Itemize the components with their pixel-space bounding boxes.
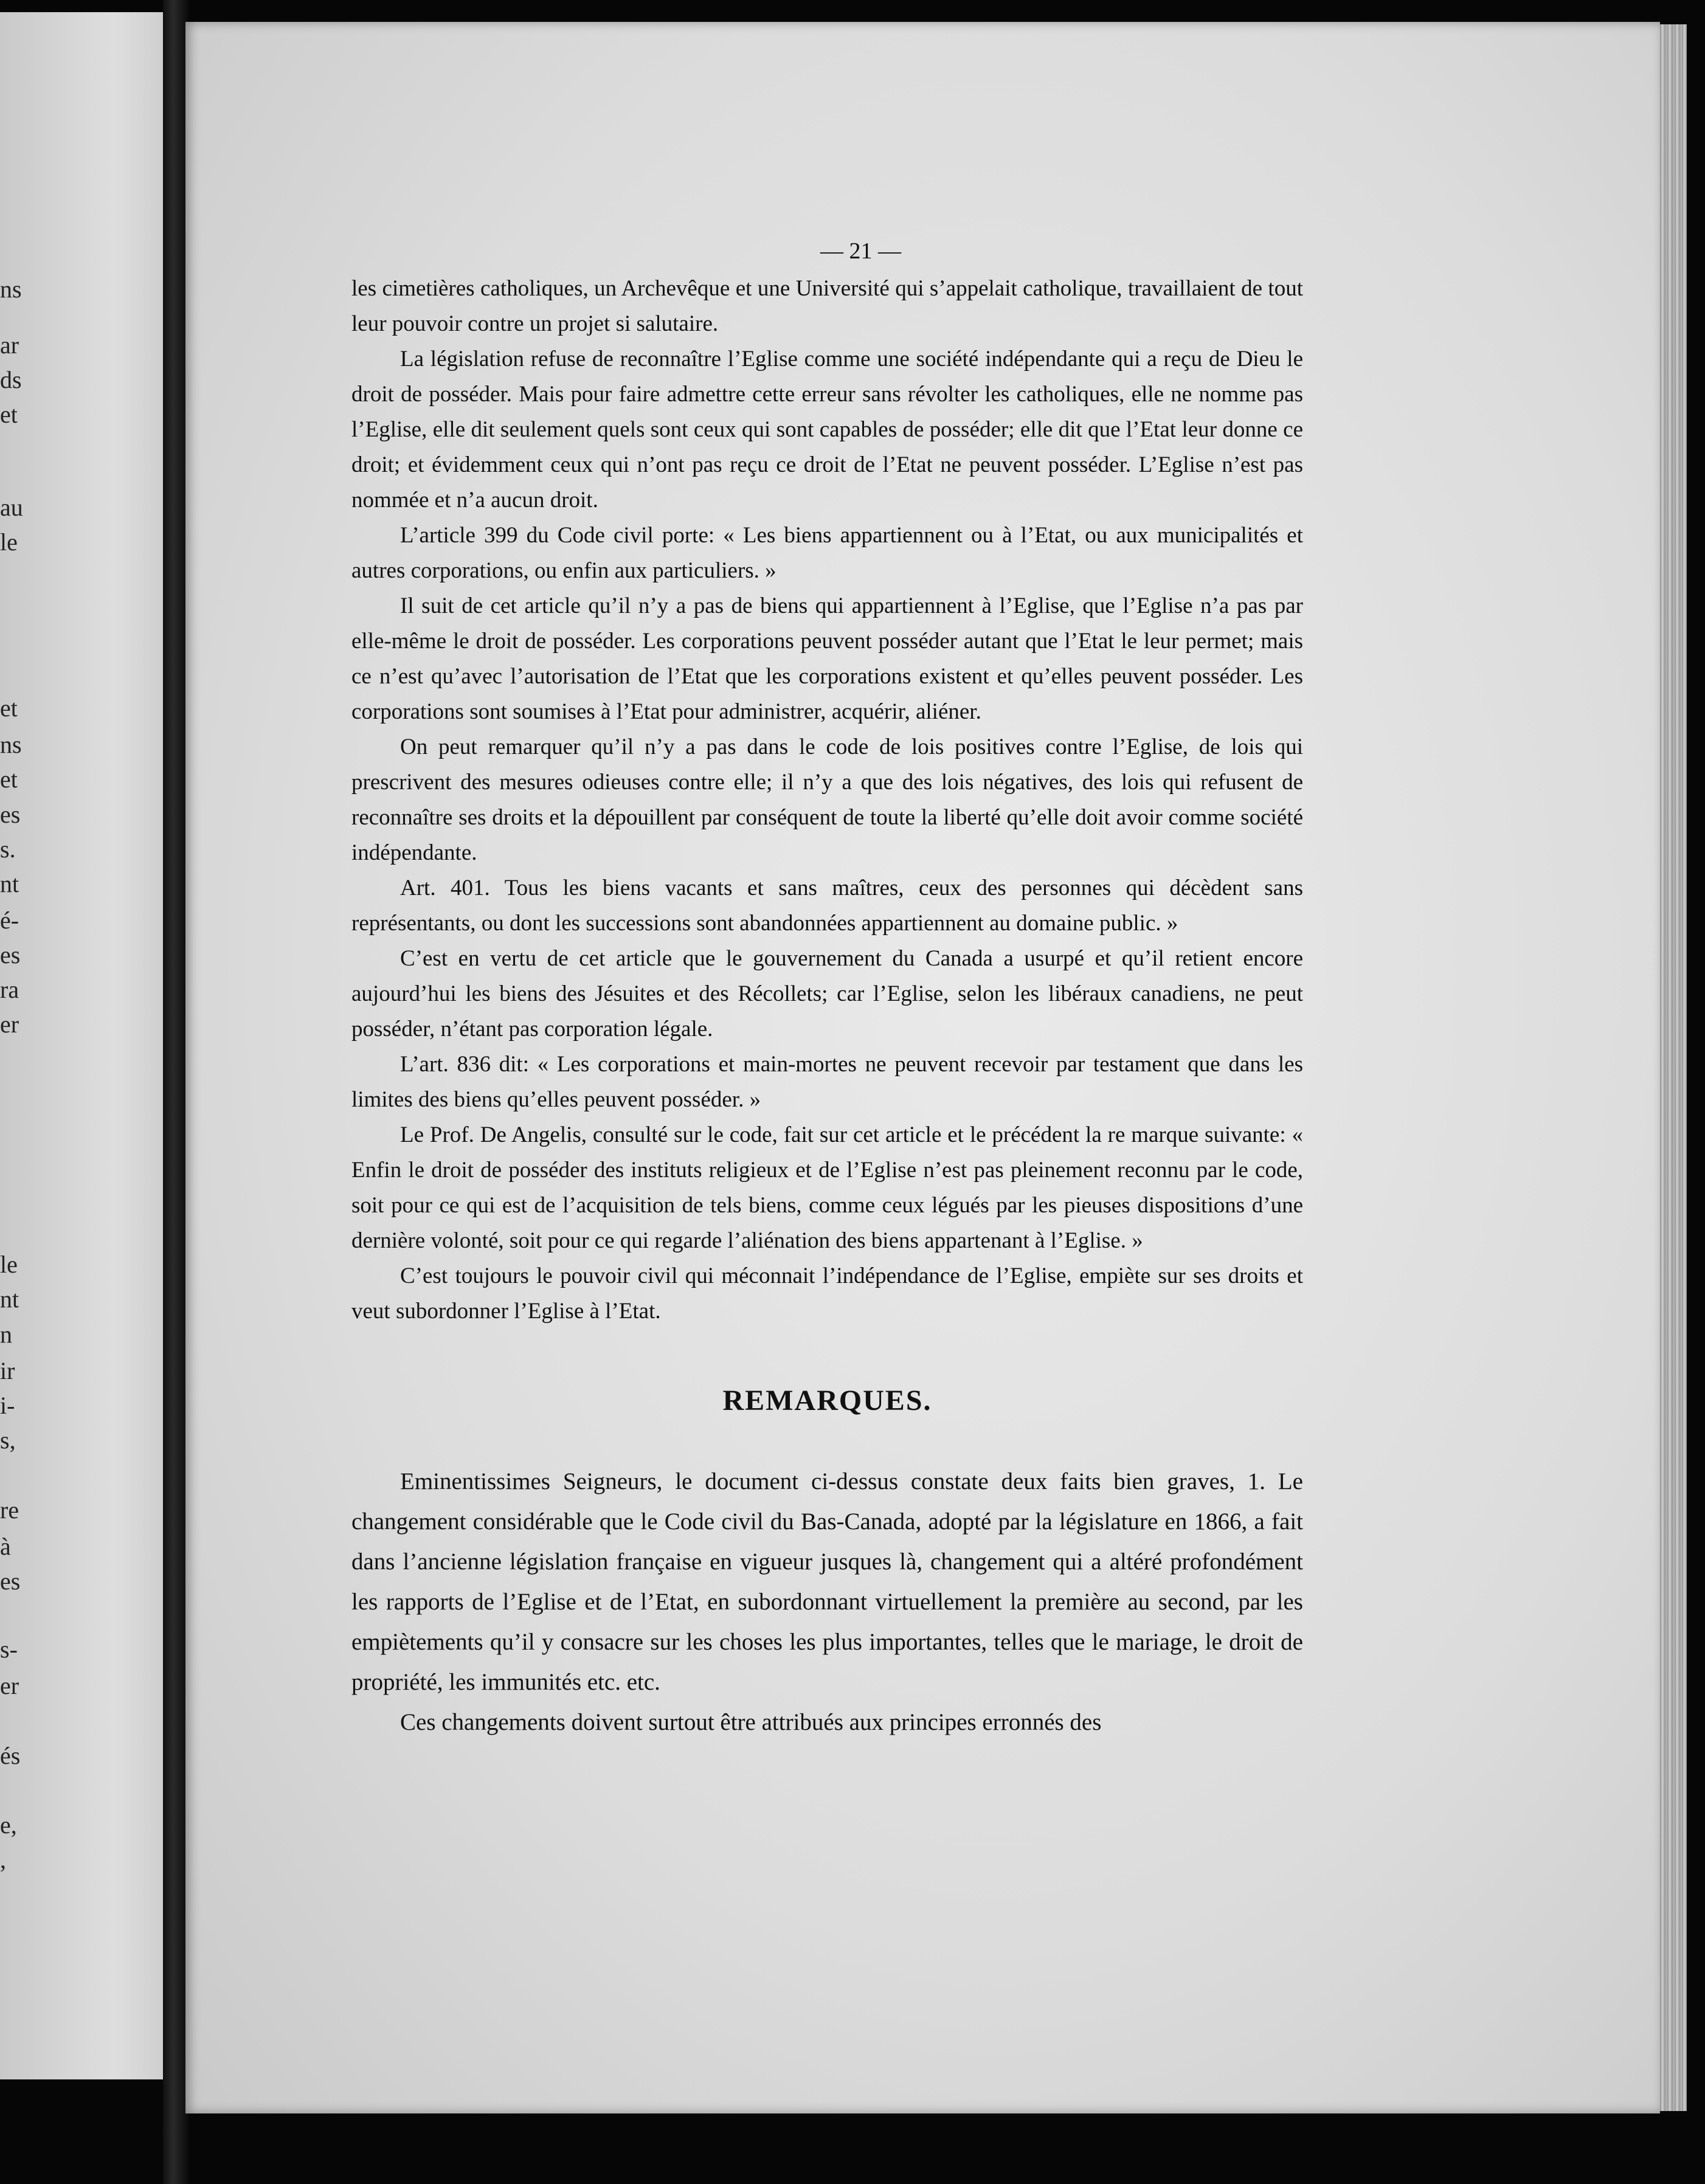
left-page-fragment: es xyxy=(0,801,21,828)
paragraph: L’art. 836 dit: « Les corporations et main-mortes ne peuvent recevoir par testament que dans les limites des biens qu’elles peuvent posséder. » xyxy=(351,1052,1303,1112)
left-page-fragment: et xyxy=(0,765,18,793)
left-page-fragment: nt xyxy=(0,870,19,897)
left-page-fragment: ra xyxy=(0,976,19,1003)
left-page-fragment: au xyxy=(0,494,23,521)
left-page-fragment: e, xyxy=(0,1811,17,1839)
section-heading: REMARQUES. xyxy=(722,1384,932,1417)
left-page-fragment: nt xyxy=(0,1285,19,1313)
left-page-fragment: er xyxy=(0,1672,19,1699)
left-page-fragment: er xyxy=(0,1011,19,1038)
paragraph: L’article 399 du Code civil porte: « Les biens appartiennent ou à l’Etat, ou aux municipalités et autres corporations, ou enfin aux particuliers. » xyxy=(351,523,1303,583)
left-page-fragment: é- xyxy=(0,907,19,934)
page-edges xyxy=(1660,24,1687,2111)
book-gutter xyxy=(163,0,188,2184)
paragraph: Ces changements doivent surtout être attribués aux principes erronnés des xyxy=(400,1709,1102,1735)
left-page-edge xyxy=(0,12,163,2079)
paragraph: Art. 401. Tous les biens vacants et sans maîtres, ceux des personnes qui décèdent sans représentants, ou dont les successions sont abandonnées appartiennent au domaine public. » xyxy=(351,876,1303,936)
left-page-fragment: s, xyxy=(0,1426,16,1454)
paragraph: C’est toujours le pouvoir civil qui méconnait l’indépendance de l’Eglise, empiète sur ses droits et veut subordonner l’Eglise à l’Etat. xyxy=(351,1263,1303,1324)
left-page-fragment: ds xyxy=(0,366,22,393)
left-page-fragment: ns xyxy=(0,275,22,303)
left-page-fragment: le xyxy=(0,528,18,556)
left-page-fragment: ir xyxy=(0,1357,15,1384)
paragraph: C’est en vertu de cet article que le gouvernement du Canada a usurpé et qu’il retient encore aujourd’hui les biens des Jésuites et des Récollets; car l’Eglise, selon les libéraux canadiens, ne peut posséder, n’étant pas corporation légale. xyxy=(351,946,1303,1042)
paragraph: Le Prof. De Angelis, consulté sur le code, fait sur cet article et le précédent la re marque suivante: « Enfin le droit de posséder des instituts religieux et de l’Eglise n’est pas pleinement reconnu par le code, soit pour ce qui est de l’acquisition de tels biens, comme ceux légués par les pieuses dispositions d’une dernière volonté, soit pour ce qui regarde l’aliénation des biens appartenant à l’Eglise. » xyxy=(351,1122,1303,1253)
left-page-fragment: ar xyxy=(0,331,19,359)
paragraph: Il suit de cet article qu’il n’y a pas de biens qui appartiennent à l’Eglise, que l’Eglise n’a pas par elle-même le droit de posséder. Les corporations peuvent posséder autant que l’Etat le leur permet; mais ce n’est qu’avec l’autorisation de l’Etat que les corporations existent et qu’elles peuvent posséder. Les corporations sont soumises à l’Etat pour administrer, acquérir, aliéner. xyxy=(351,593,1303,724)
paragraph: les cimetières catholiques, un Archevêque et une Université qui s’appelait catholique, travaillaient de tout leur pouvoir contre un projet si salutaire. xyxy=(351,276,1303,336)
left-page-fragment: à xyxy=(0,1533,11,1560)
left-page-fragment: n xyxy=(0,1321,12,1348)
page-number: — 21 — xyxy=(820,238,901,264)
left-page-fragment: re xyxy=(0,1496,19,1524)
left-page-fragment: et xyxy=(0,401,18,428)
left-page-fragment: s- xyxy=(0,1636,18,1663)
left-page-fragment: s. xyxy=(0,835,16,863)
left-page-fragment: es xyxy=(0,941,21,969)
left-page-fragment: ns xyxy=(0,731,22,758)
left-page-fragment: , xyxy=(0,1846,6,1873)
paragraph: On peut remarquer qu’il n’y a pas dans le code de lois positives contre l’Eglise, de lois qui prescrivent des mesures odieuses contre elle; il n’y a que des lois négatives, des lois qui refusent de reconnaître ses droits et la dépouillent par conséquent de toute la liberté qu’elle doit avoir comme société indépendante. xyxy=(351,734,1303,865)
left-page-fragment: et xyxy=(0,694,18,722)
left-page-fragment: és xyxy=(0,1742,21,1769)
left-page-fragment: le xyxy=(0,1251,18,1278)
left-page-fragment: i- xyxy=(0,1392,15,1419)
page-text xyxy=(351,231,1303,1743)
paragraph: Eminentissimes Seigneurs, le document ci-dessus constate deux faits bien graves, 1. Le changement considérable que le Code civil du Bas-Canada, adopté par la législature en 1866, a fait dans l’ancienne législation française en vigueur jusques là, changement qui a altéré profondément les rapports de l’Eglise et de l’Etat, en subordonnant virtuellement la première au second, par les empiètements qu’il y consacre sur les choses les plus importantes, telles que le mariage, le droit de propriété, les immunités etc. etc. xyxy=(351,1468,1303,1695)
remarques-body xyxy=(351,1462,1303,1743)
left-page-fragment: es xyxy=(0,1567,21,1595)
paragraph: La législation refuse de reconnaître l’Eglise comme une société indépendante qui a reçu de Dieu le droit de posséder. Mais pour faire admettre cette erreur sans révolter les catholiques, elle ne nomme pas l’Eglise, elle dit seulement quels sont ceux qui sont capables de posséder; elle dit que l’Etat leur donne ce droit; et évidemment ceux qui n’ont pas reçu ce droit de l’Etat ne peuvent posséder. L’Eglise n’est pas nommée et n’a aucun droit. xyxy=(351,347,1303,513)
